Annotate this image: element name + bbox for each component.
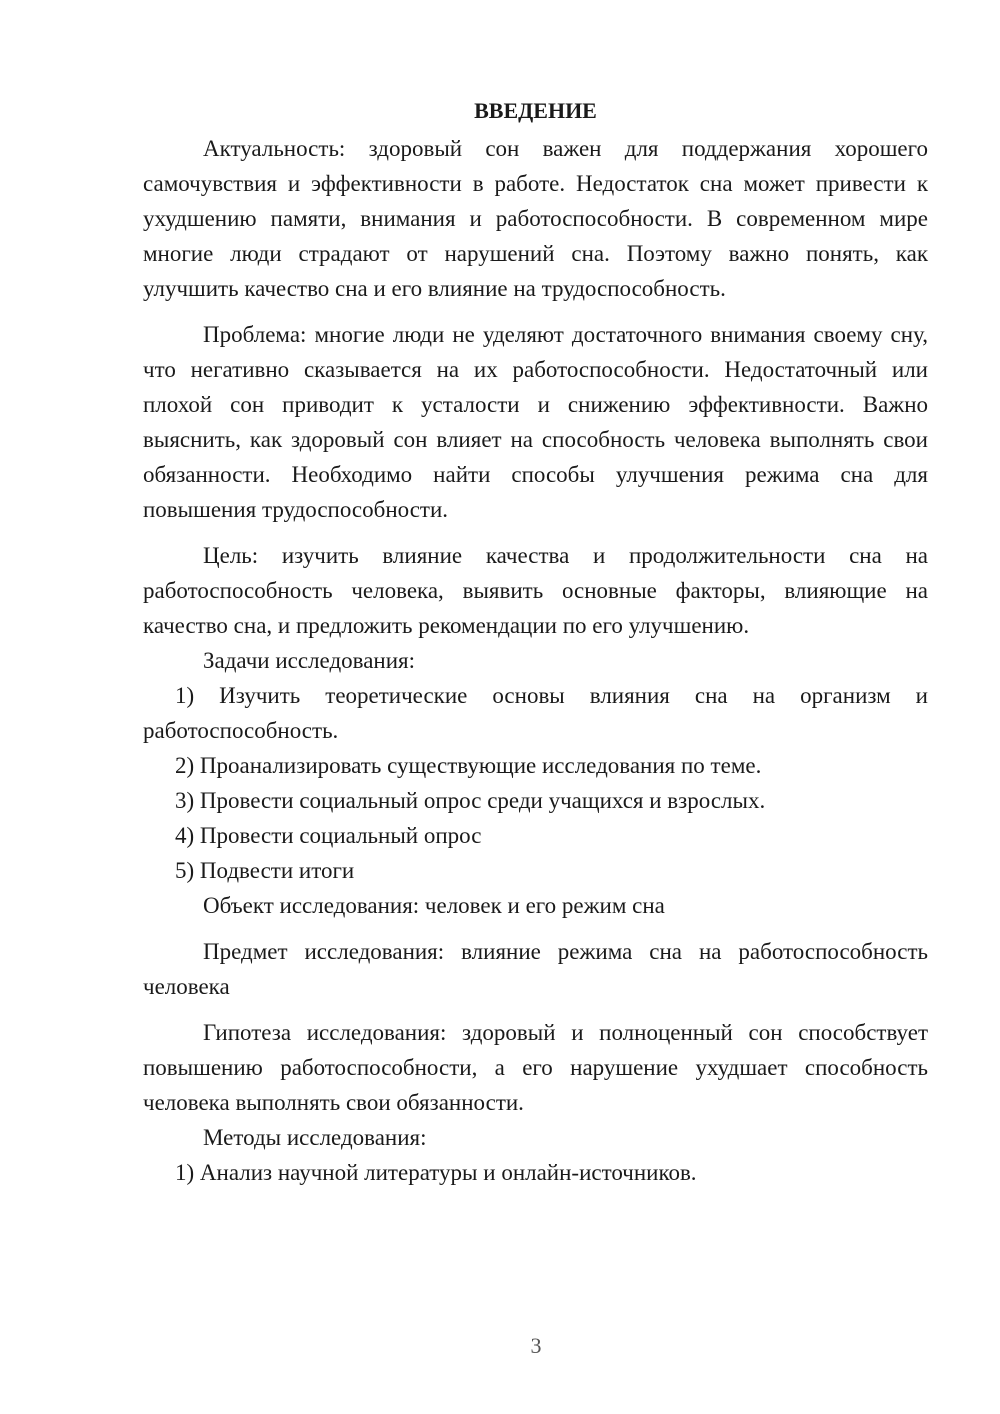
page-content xyxy=(143,95,928,1190)
subject-paragraph: Предмет исследования: влияние режима сна на работоспособность человека xyxy=(143,939,928,999)
task-item-4: 4) Провести социальный опрос xyxy=(175,823,482,848)
task-item-2: 2) Проанализировать существующие исследования по теме. xyxy=(175,753,762,778)
relevance-paragraph: Актуальность: здоровый сон важен для поддержания хорошего самочувствия и эффективности в работе. Недостаток сна может привести к ухудшению памяти, внимания и работоспособности. В современном мире многие люди страдают от нарушений сна. Поэтому важно понять, как улучшить качество сна и его влияние на трудоспособность. xyxy=(143,136,928,301)
section-title: ВВЕДЕНИЕ xyxy=(474,98,597,123)
method-item-1: 1) Анализ научной литературы и онлайн-источников. xyxy=(175,1160,697,1185)
task-item-1: 1) Изучить теоретические основы влияния сна на организм и работоспособность. xyxy=(143,683,928,743)
hypothesis-paragraph: Гипотеза исследования: здоровый и полноценный сон способствует повышению работоспособности, а его нарушение ухудшает способность человека выполнять свои обязанности. xyxy=(143,1020,928,1115)
task-item-5: 5) Подвести итоги xyxy=(175,858,355,883)
object-paragraph: Объект исследования: человек и его режим сна xyxy=(203,893,665,918)
problem-paragraph: Проблема: многие люди не уделяют достаточного внимания своему сну, что негативно сказывается на их работоспособности. Недостаточный или плохой сон приводит к усталости и снижению эффективности. Важно выяснить, как здоровый сон влияет на способность человека выполнять свои обязанности. Необходимо найти способы улучшения режима сна для повышения трудоспособности. xyxy=(143,322,928,522)
goal-paragraph: Цель: изучить влияние качества и продолжительности сна на работоспособность человека, выявить основные факторы, влияющие на качество сна, и предложить рекомендации по его улучшению. xyxy=(143,543,928,638)
task-item-3: 3) Провести социальный опрос среди учащихся и взрослых. xyxy=(175,788,766,813)
methods-heading: Методы исследования: xyxy=(203,1125,427,1150)
page-number: 3 xyxy=(530,1333,542,1358)
tasks-heading: Задачи исследования: xyxy=(203,648,416,673)
